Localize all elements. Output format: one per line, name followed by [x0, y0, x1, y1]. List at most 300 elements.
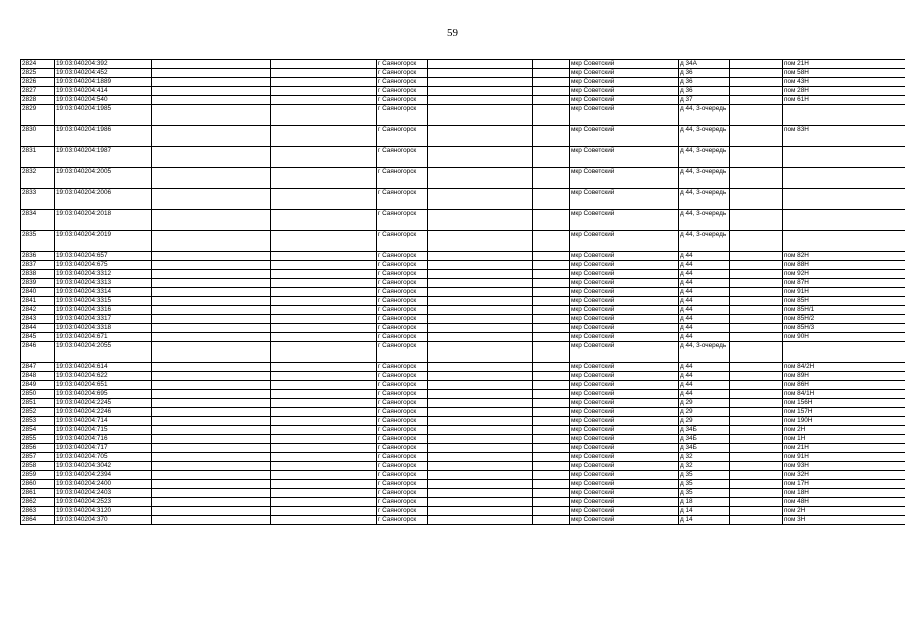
row-number: 2831	[21, 147, 55, 168]
table-row	[21, 516, 905, 525]
row-number: 2858	[21, 462, 55, 471]
empty-cell	[428, 288, 533, 297]
empty-cell	[152, 333, 271, 342]
house-number: д 36	[679, 78, 730, 87]
row-number: 2827	[21, 87, 55, 96]
house-number: д 29	[679, 408, 730, 417]
house-number: д 14	[679, 516, 730, 525]
empty-cell	[271, 333, 377, 342]
empty-cell	[271, 87, 377, 96]
empty-cell	[152, 288, 271, 297]
empty-cell	[730, 435, 783, 444]
empty-cell	[533, 324, 570, 333]
empty-cell	[533, 261, 570, 270]
empty-cell	[152, 342, 271, 363]
city: г Саяногорск	[377, 288, 428, 297]
table-row	[21, 231, 905, 252]
room-number	[783, 189, 905, 210]
microdistrict: мкр Советский	[570, 471, 679, 480]
row-number: 2826	[21, 78, 55, 87]
microdistrict: мкр Советский	[570, 489, 679, 498]
cadastral-number: 19:03:040204:2006	[55, 189, 152, 210]
microdistrict: мкр Советский	[570, 324, 679, 333]
room-number	[783, 231, 905, 252]
house-number: д 44, 3-очередь	[679, 105, 730, 126]
room-number: пом 84/1Н	[783, 390, 905, 399]
table-row	[21, 444, 905, 453]
room-number: пом 48Н	[783, 498, 905, 507]
empty-cell	[152, 444, 271, 453]
empty-cell	[428, 342, 533, 363]
table-row	[21, 87, 905, 96]
row-number: 2836	[21, 252, 55, 261]
microdistrict: мкр Советский	[570, 435, 679, 444]
empty-cell	[271, 78, 377, 87]
house-number: д 44, 3-очередь	[679, 147, 730, 168]
empty-cell	[730, 363, 783, 372]
empty-cell	[533, 231, 570, 252]
house-number: д 44	[679, 381, 730, 390]
empty-cell	[730, 189, 783, 210]
microdistrict: мкр Советский	[570, 105, 679, 126]
empty-cell	[533, 381, 570, 390]
table-row	[21, 489, 905, 498]
cadastral-number: 19:03:040204:714	[55, 417, 152, 426]
cadastral-number: 19:03:040204:540	[55, 96, 152, 105]
row-number: 2852	[21, 408, 55, 417]
house-number: д 29	[679, 417, 730, 426]
city: г Саяногорск	[377, 315, 428, 324]
microdistrict: мкр Советский	[570, 78, 679, 87]
empty-cell	[271, 270, 377, 279]
city: г Саяногорск	[377, 426, 428, 435]
empty-cell	[730, 96, 783, 105]
empty-cell	[428, 147, 533, 168]
empty-cell	[533, 453, 570, 462]
room-number	[783, 147, 905, 168]
empty-cell	[428, 105, 533, 126]
table-row	[21, 210, 905, 231]
cadastral-number: 19:03:040204:3317	[55, 315, 152, 324]
city: г Саяногорск	[377, 399, 428, 408]
row-number: 2829	[21, 105, 55, 126]
empty-cell	[271, 60, 377, 69]
room-number: пом 84/2Н	[783, 363, 905, 372]
row-number: 2857	[21, 453, 55, 462]
room-number: пом 190Н	[783, 417, 905, 426]
row-number: 2861	[21, 489, 55, 498]
empty-cell	[271, 147, 377, 168]
table-row	[21, 324, 905, 333]
empty-cell	[730, 270, 783, 279]
house-number: д 35	[679, 480, 730, 489]
microdistrict: мкр Советский	[570, 444, 679, 453]
empty-cell	[730, 489, 783, 498]
city: г Саяногорск	[377, 333, 428, 342]
house-number: д 35	[679, 471, 730, 480]
house-number: д 44	[679, 390, 730, 399]
empty-cell	[152, 168, 271, 189]
empty-cell	[271, 261, 377, 270]
empty-cell	[271, 126, 377, 147]
room-number	[783, 342, 905, 363]
city: г Саяногорск	[377, 324, 428, 333]
empty-cell	[533, 279, 570, 288]
cadastral-number: 19:03:040204:622	[55, 372, 152, 381]
microdistrict: мкр Советский	[570, 426, 679, 435]
empty-cell	[730, 399, 783, 408]
empty-cell	[730, 105, 783, 126]
empty-cell	[152, 306, 271, 315]
table-row	[21, 315, 905, 324]
city: г Саяногорск	[377, 231, 428, 252]
city: г Саяногорск	[377, 417, 428, 426]
empty-cell	[428, 372, 533, 381]
cadastral-number: 19:03:040204:1985	[55, 105, 152, 126]
city: г Саяногорск	[377, 210, 428, 231]
empty-cell	[152, 210, 271, 231]
empty-cell	[152, 399, 271, 408]
empty-cell	[271, 363, 377, 372]
cadastral-number: 19:03:040204:717	[55, 444, 152, 453]
house-number: д 44	[679, 372, 730, 381]
empty-cell	[533, 105, 570, 126]
empty-cell	[152, 390, 271, 399]
row-number: 2828	[21, 96, 55, 105]
table-row	[21, 288, 905, 297]
city: г Саяногорск	[377, 279, 428, 288]
cadastral-number: 19:03:040204:3314	[55, 288, 152, 297]
house-number: д 18	[679, 498, 730, 507]
house-number: д 14	[679, 507, 730, 516]
empty-cell	[428, 435, 533, 444]
empty-cell	[271, 444, 377, 453]
empty-cell	[271, 306, 377, 315]
empty-cell	[730, 462, 783, 471]
empty-cell	[428, 96, 533, 105]
empty-cell	[533, 390, 570, 399]
empty-cell	[271, 297, 377, 306]
house-number: д 29	[679, 399, 730, 408]
empty-cell	[271, 69, 377, 78]
empty-cell	[730, 444, 783, 453]
microdistrict: мкр Советский	[570, 408, 679, 417]
empty-cell	[730, 168, 783, 189]
empty-cell	[428, 306, 533, 315]
empty-cell	[730, 60, 783, 69]
empty-cell	[152, 408, 271, 417]
microdistrict: мкр Советский	[570, 315, 679, 324]
row-number: 2853	[21, 417, 55, 426]
empty-cell	[533, 189, 570, 210]
empty-cell	[533, 480, 570, 489]
table-row	[21, 147, 905, 168]
table-row	[21, 453, 905, 462]
city: г Саяногорск	[377, 306, 428, 315]
empty-cell	[730, 78, 783, 87]
cadastral-number: 19:03:040204:3042	[55, 462, 152, 471]
empty-cell	[428, 252, 533, 261]
table-row	[21, 69, 905, 78]
cadastral-number: 19:03:040204:3318	[55, 324, 152, 333]
empty-cell	[271, 390, 377, 399]
empty-cell	[730, 252, 783, 261]
empty-cell	[152, 252, 271, 261]
table-row	[21, 105, 905, 126]
microdistrict: мкр Советский	[570, 306, 679, 315]
microdistrict: мкр Советский	[570, 516, 679, 525]
table-row	[21, 435, 905, 444]
room-number: пом 85Н	[783, 297, 905, 306]
house-number: д 44	[679, 297, 730, 306]
empty-cell	[533, 507, 570, 516]
empty-cell	[533, 252, 570, 261]
empty-cell	[428, 444, 533, 453]
microdistrict: мкр Советский	[570, 231, 679, 252]
empty-cell	[271, 105, 377, 126]
room-number: пом 85Н/2	[783, 315, 905, 324]
city: г Саяногорск	[377, 189, 428, 210]
empty-cell	[152, 279, 271, 288]
page-number: 59	[447, 27, 458, 39]
cadastral-number: 19:03:040204:651	[55, 381, 152, 390]
empty-cell	[428, 363, 533, 372]
empty-cell	[271, 516, 377, 525]
house-number: д 44, 3-очередь	[679, 126, 730, 147]
microdistrict: мкр Советский	[570, 480, 679, 489]
empty-cell	[533, 417, 570, 426]
empty-cell	[428, 453, 533, 462]
empty-cell	[730, 210, 783, 231]
empty-cell	[271, 210, 377, 231]
microdistrict: мкр Советский	[570, 147, 679, 168]
cadastral-number: 19:03:040204:2523	[55, 498, 152, 507]
empty-cell	[428, 231, 533, 252]
empty-cell	[730, 342, 783, 363]
room-number: пом 1Н	[783, 435, 905, 444]
cadastral-number: 19:03:040204:2055	[55, 342, 152, 363]
empty-cell	[533, 78, 570, 87]
room-number: пом 92Н	[783, 270, 905, 279]
city: г Саяногорск	[377, 381, 428, 390]
microdistrict: мкр Советский	[570, 168, 679, 189]
row-number: 2849	[21, 381, 55, 390]
empty-cell	[152, 96, 271, 105]
empty-cell	[533, 444, 570, 453]
house-number: д 44	[679, 324, 730, 333]
empty-cell	[271, 189, 377, 210]
empty-cell	[271, 408, 377, 417]
cadastral-number: 19:03:040204:2394	[55, 471, 152, 480]
table-row	[21, 261, 905, 270]
empty-cell	[152, 453, 271, 462]
empty-cell	[533, 210, 570, 231]
microdistrict: мкр Советский	[570, 333, 679, 342]
empty-cell	[428, 390, 533, 399]
city: г Саяногорск	[377, 390, 428, 399]
empty-cell	[428, 270, 533, 279]
empty-cell	[152, 78, 271, 87]
table-row	[21, 342, 905, 363]
empty-cell	[271, 372, 377, 381]
house-number: д 44, 3-очередь	[679, 168, 730, 189]
microdistrict: мкр Советский	[570, 399, 679, 408]
microdistrict: мкр Советский	[570, 69, 679, 78]
empty-cell	[428, 297, 533, 306]
table-row	[21, 471, 905, 480]
city: г Саяногорск	[377, 126, 428, 147]
city: г Саяногорск	[377, 252, 428, 261]
row-number: 2859	[21, 471, 55, 480]
empty-cell	[428, 489, 533, 498]
room-number: пом 87Н	[783, 279, 905, 288]
row-number: 2864	[21, 516, 55, 525]
empty-cell	[152, 231, 271, 252]
microdistrict: мкр Советский	[570, 126, 679, 147]
empty-cell	[533, 87, 570, 96]
row-number: 2833	[21, 189, 55, 210]
row-number: 2840	[21, 288, 55, 297]
row-number: 2856	[21, 444, 55, 453]
cadastral-number: 19:03:040204:2018	[55, 210, 152, 231]
row-number: 2838	[21, 270, 55, 279]
empty-cell	[152, 462, 271, 471]
house-number: д 36	[679, 87, 730, 96]
table-row	[21, 270, 905, 279]
cadastral-number: 19:03:040204:3313	[55, 279, 152, 288]
empty-cell	[152, 489, 271, 498]
empty-cell	[533, 297, 570, 306]
empty-cell	[533, 426, 570, 435]
table-row	[21, 252, 905, 261]
empty-cell	[533, 60, 570, 69]
table-row	[21, 381, 905, 390]
row-number: 2845	[21, 333, 55, 342]
cadastral-number: 19:03:040204:657	[55, 252, 152, 261]
empty-cell	[271, 462, 377, 471]
row-number: 2850	[21, 390, 55, 399]
cadastral-number: 19:03:040204:1986	[55, 126, 152, 147]
city: г Саяногорск	[377, 69, 428, 78]
microdistrict: мкр Советский	[570, 87, 679, 96]
empty-cell	[271, 489, 377, 498]
room-number: пом 17Н	[783, 480, 905, 489]
house-number: д 44	[679, 279, 730, 288]
empty-cell	[152, 270, 271, 279]
city: г Саяногорск	[377, 78, 428, 87]
cadastral-number: 19:03:040204:1889	[55, 78, 152, 87]
empty-cell	[730, 261, 783, 270]
empty-cell	[730, 381, 783, 390]
microdistrict: мкр Советский	[570, 498, 679, 507]
cadastral-number: 19:03:040204:715	[55, 426, 152, 435]
empty-cell	[533, 288, 570, 297]
city: г Саяногорск	[377, 96, 428, 105]
room-number: пом 18Н	[783, 489, 905, 498]
empty-cell	[730, 69, 783, 78]
cadastral-number: 19:03:040204:3312	[55, 270, 152, 279]
empty-cell	[428, 462, 533, 471]
table-row	[21, 297, 905, 306]
city: г Саяногорск	[377, 498, 428, 507]
empty-cell	[533, 270, 570, 279]
row-number: 2851	[21, 399, 55, 408]
empty-cell	[152, 147, 271, 168]
table-row	[21, 426, 905, 435]
house-number: д 34Б	[679, 426, 730, 435]
city: г Саяногорск	[377, 507, 428, 516]
empty-cell	[271, 507, 377, 516]
microdistrict: мкр Советский	[570, 372, 679, 381]
empty-cell	[730, 516, 783, 525]
empty-cell	[533, 69, 570, 78]
table-row	[21, 399, 905, 408]
room-number: пом 88Н	[783, 261, 905, 270]
cadastral-number: 19:03:040204:675	[55, 261, 152, 270]
empty-cell	[428, 69, 533, 78]
city: г Саяногорск	[377, 270, 428, 279]
microdistrict: мкр Советский	[570, 279, 679, 288]
row-number: 2844	[21, 324, 55, 333]
house-number: д 44, 3-очередь	[679, 189, 730, 210]
microdistrict: мкр Советский	[570, 288, 679, 297]
city: г Саяногорск	[377, 453, 428, 462]
cadastral-number: 19:03:040204:2019	[55, 231, 152, 252]
empty-cell	[533, 516, 570, 525]
table-row	[21, 363, 905, 372]
city: г Саяногорск	[377, 372, 428, 381]
empty-cell	[533, 489, 570, 498]
room-number: пом 156Н	[783, 399, 905, 408]
city: г Саяногорск	[377, 363, 428, 372]
microdistrict: мкр Советский	[570, 270, 679, 279]
table-row	[21, 390, 905, 399]
empty-cell	[152, 507, 271, 516]
empty-cell	[152, 417, 271, 426]
empty-cell	[730, 507, 783, 516]
house-number: д 36	[679, 69, 730, 78]
room-number: пом 91Н	[783, 453, 905, 462]
empty-cell	[533, 471, 570, 480]
house-number: д 44, 3-очередь	[679, 231, 730, 252]
empty-cell	[730, 288, 783, 297]
empty-cell	[730, 306, 783, 315]
row-number: 2835	[21, 231, 55, 252]
room-number: пом 2Н	[783, 507, 905, 516]
city: г Саяногорск	[377, 105, 428, 126]
city: г Саяногорск	[377, 471, 428, 480]
table-row	[21, 507, 905, 516]
room-number: пом 2Н	[783, 426, 905, 435]
empty-cell	[730, 147, 783, 168]
table-row	[21, 480, 905, 489]
empty-cell	[271, 417, 377, 426]
row-number: 2824	[21, 60, 55, 69]
microdistrict: мкр Советский	[570, 462, 679, 471]
empty-cell	[152, 189, 271, 210]
empty-cell	[271, 381, 377, 390]
empty-cell	[428, 189, 533, 210]
empty-cell	[152, 471, 271, 480]
empty-cell	[428, 417, 533, 426]
city: г Саяногорск	[377, 261, 428, 270]
empty-cell	[533, 306, 570, 315]
cadastral-number: 19:03:040204:695	[55, 390, 152, 399]
city: г Саяногорск	[377, 444, 428, 453]
room-number: пом 28Н	[783, 87, 905, 96]
empty-cell	[428, 516, 533, 525]
house-number: д 34Б	[679, 444, 730, 453]
